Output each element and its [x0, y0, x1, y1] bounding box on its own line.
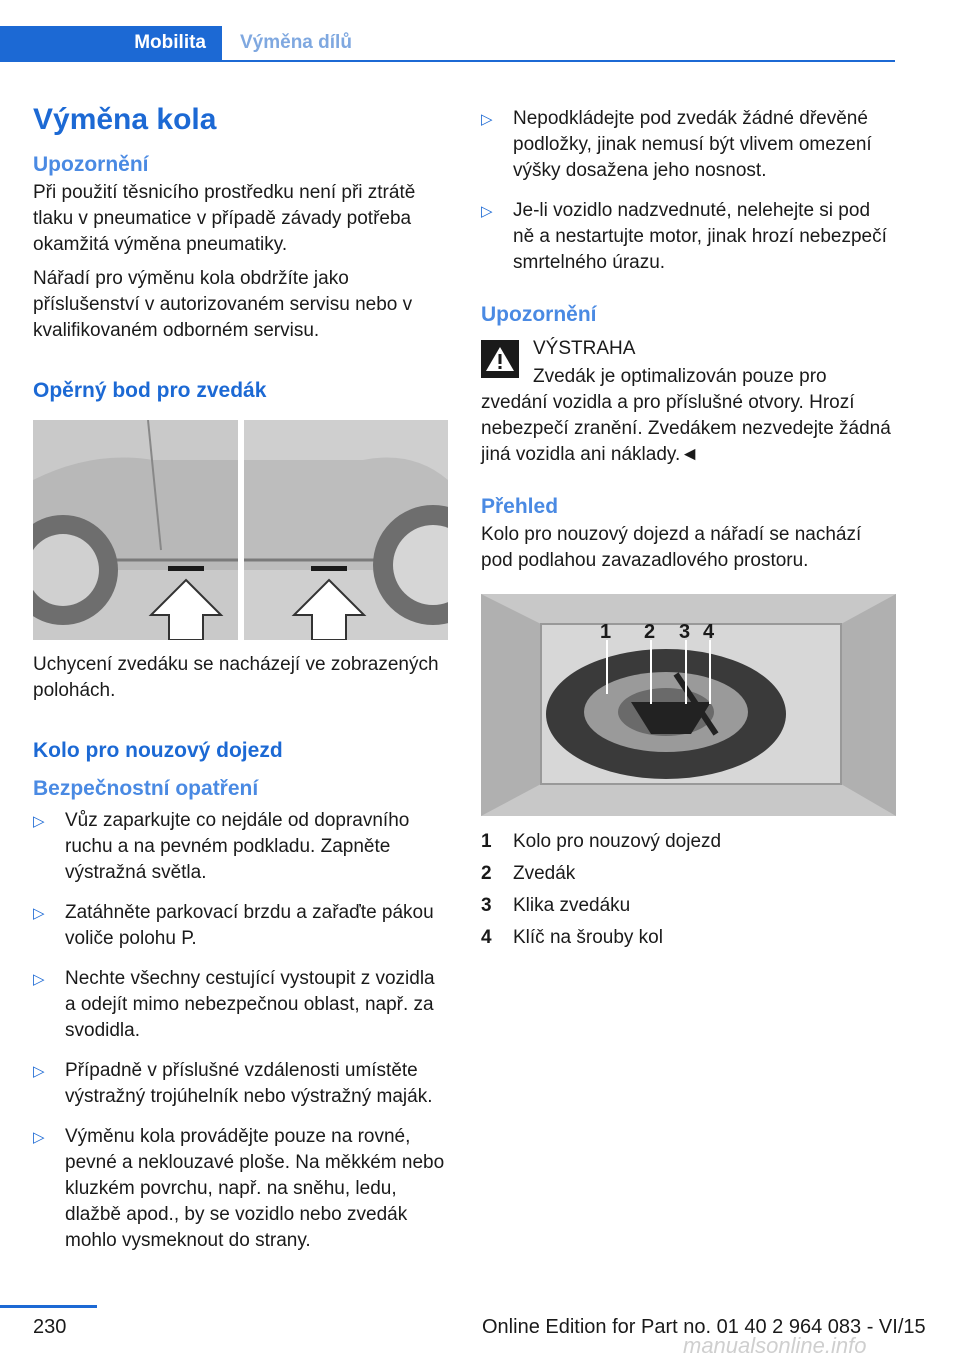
- trunk-tools-illustration: [481, 594, 896, 816]
- triangle-right-icon: ▷: [481, 203, 493, 220]
- legend-row: 1 Kolo pro nouzový dojezd: [481, 831, 722, 852]
- callout-4: 4: [703, 621, 715, 643]
- safety-list: [33, 808, 448, 1254]
- callout-3: 3: [679, 621, 691, 643]
- legend-table: [481, 826, 721, 954]
- warning-text: Zvedák je optimalizován pouze pro zvedání vozidla a pro příslušné otvory. Hrozí nebezpečí zranění. Zvedákem nezvedejte žádná jiná vozidla ani náklady.◄: [481, 366, 891, 465]
- overview-text: Kolo pro nouzový dojezd a nářadí se nachází pod podlahou zavazadlového prostoru.: [481, 524, 862, 571]
- overview-heading: Přehled: [481, 495, 559, 518]
- triangle-right-icon: ▷: [33, 1129, 45, 1146]
- safety-list-continued: [481, 106, 896, 276]
- list-item: ▷ Nepodkládejte pod zvedák žádné dřevěné podložky, jinak nemusí být vlivem omezení výšky dosažena jeho nosnost.: [481, 108, 872, 181]
- callout-2: 2: [644, 621, 656, 643]
- list-item: ▷ Je-li vozidlo nadzvednuté, nelehejte si pod ně a nestartujte motor, jinak hrozí nebezpečí smrtelného úrazu.: [481, 200, 887, 273]
- footer-rule: [0, 1305, 97, 1308]
- note-heading: Upozornění: [33, 153, 149, 176]
- list-item: ▷ Vůz zaparkujte co nejdále od dopravního ruchu a na pevném podkladu. Zapněte výstražná světla.: [33, 810, 410, 883]
- jack-point-illustration: [33, 420, 448, 640]
- warning-block: [481, 336, 896, 362]
- jack-caption: Uchycení zvedáku se nacházejí ve zobrazených polohách.: [33, 654, 439, 701]
- callout-1: 1: [600, 621, 612, 643]
- triangle-right-icon: ▷: [481, 111, 493, 128]
- right-column: [481, 100, 896, 954]
- safety-heading: Bezpečnostní opatření: [33, 777, 259, 800]
- triangle-right-icon: ▷: [33, 1063, 45, 1080]
- triangle-right-icon: ▷: [33, 971, 45, 988]
- tab-mobilita: Mobilita: [0, 26, 222, 62]
- legend-row: 4 Klíč na šrouby kol: [481, 927, 663, 948]
- jack-point-heading: Opěrný bod pro zvedák: [33, 379, 267, 402]
- note-paragraph-1: Při použití těsnicího prostředku není při ztrátě tlaku v pneumatice v případě závady potřeba okamžitá výměna pneumatiky.: [33, 182, 416, 255]
- list-item: ▷ Nechte všechny cestující vystoupit z vozidla a odejít mimo nebezpečnou oblast, např. za svodidla.: [33, 968, 435, 1041]
- list-item: ▷ Výměnu kola provádějte pouze na rovné, pevné a neklouzavé ploše. Na měkkém nebo kluzkém povrchu, např. na sněhu, ledu, dlažbě apod., by se vozidlo nebo zvedák mohlo vysmeknout do strany.: [33, 1126, 445, 1251]
- warning-triangle-icon: [481, 340, 519, 378]
- legend-row: 2 Zvedák: [481, 863, 576, 884]
- legend-row: 3 Klika zvedáku: [481, 895, 631, 916]
- edition-note: Online Edition for Part no. 01 40 2 964 083 - VI/15: [482, 1316, 926, 1338]
- triangle-right-icon: ▷: [33, 813, 45, 830]
- left-column: [33, 100, 448, 1268]
- warning-title: VÝSTRAHA: [533, 338, 636, 359]
- warning-section-heading: Upozornění: [481, 303, 597, 326]
- header-rule: [0, 60, 895, 62]
- note-paragraph-2: Nářadí pro výměnu kola obdržíte jako příslušenství v autorizovaném servisu nebo v kvalifikovaném odborném servisu.: [33, 268, 413, 341]
- page-title: Výměna kola: [33, 103, 217, 136]
- triangle-right-icon: ▷: [33, 905, 45, 922]
- page-number: 230: [33, 1316, 67, 1338]
- spare-wheel-heading: Kolo pro nouzový dojezd: [33, 739, 283, 762]
- list-item: ▷ Případně v příslušné vzdálenosti umístěte výstražný trojúhelník nebo výstražný maják.: [33, 1060, 433, 1107]
- tab-vymena-dilu: Výměna dílů: [240, 32, 352, 53]
- list-item: ▷ Zatáhněte parkovací brzdu a zařaďte pákou voliče polohu P.: [33, 902, 434, 949]
- watermark: manualsonline.info: [683, 1333, 867, 1358]
